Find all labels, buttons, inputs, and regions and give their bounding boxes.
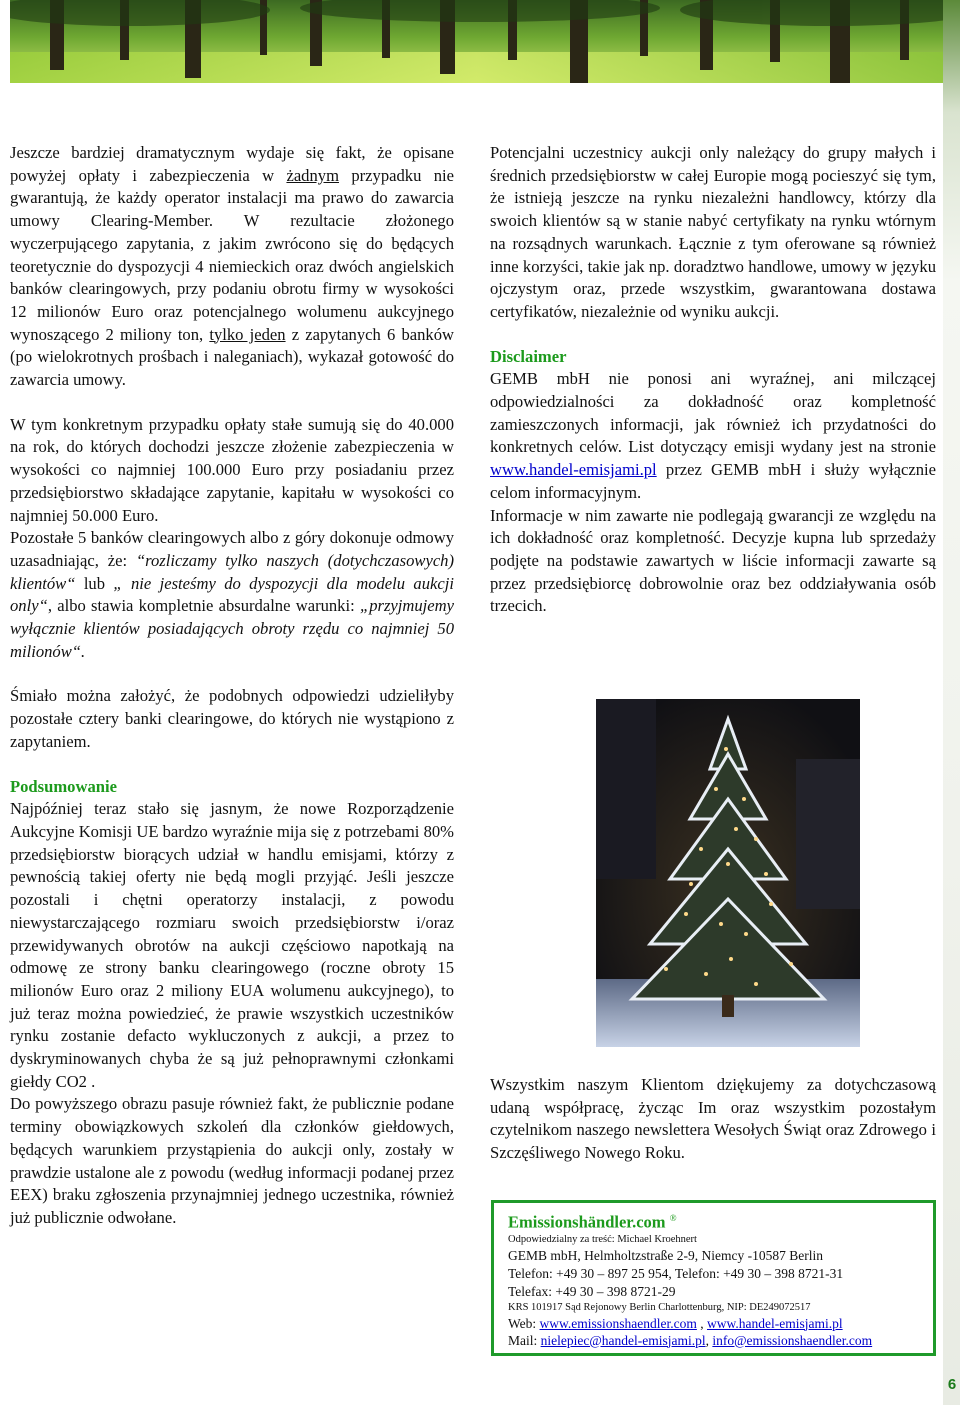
snowy-christmas-tree-photo <box>596 699 860 1047</box>
quote: “rozliczamy tylko naszych (dotychczasowych) klientów“ <box>10 550 455 593</box>
left-column <box>10 142 454 1230</box>
quote: „ nie jesteśmy do dyspozycji dla modelu aukcji only“ <box>10 573 454 616</box>
underlined-text: żadnym <box>286 165 339 185</box>
emissionshaendler-link[interactable]: www.emissionshaendler.com <box>539 1315 697 1331</box>
season-greetings: Wszystkim naszym Klientom dziękujemy za dotychczasową udaną współpracę, życząc Im oraz wszystkim pozostałym czytelnikom naszego newslettera Wesołych Świąt oraz Zdrowego i Szczęśliwego Nowego Roku. <box>490 1075 936 1163</box>
paragraph-fixed-fees: W tym konkretnym przypadku opłaty stałe sumują się do 40.000 na rok, do których dochodzi jeszcze złożenie zabezpieczenia w wysokości co najmniej 100.000 Euro przy posiadaniu przez przedsiębiorstwo składające zapytanie, kapitału w wysokości co najmniej 50.000 Euro. <box>10 414 454 525</box>
forest-banner-image <box>10 0 943 83</box>
contact-box <box>491 1200 936 1356</box>
paragraph-no-guarantee: Informacje w nim zawarte nie podlegają gwarancji ze względu na ich dokładność oraz kompletność. Decyzje kupna lub sprzedaży podjęte na podstawie zawartych w liście informacji zawarte są przez przedsiębiorcę dobrowolnie oraz bez oddziaływania osób trzecich. <box>490 505 936 616</box>
brand-name: Emissionshändler.com ® <box>508 1212 677 1232</box>
phone-numbers: Telefon: +49 30 – 897 25 954, Telefon: +49 30 – 398 8721-31 <box>508 1265 844 1281</box>
quote: „przyjmujemy wyłącznie klientów posiadających obroty rzędu co najmniej 50 milionów“. <box>10 596 454 661</box>
registration-info: KRS 101917 Sąd Rejonowy Berlin Charlottenburg, NIP: DE249072517 <box>508 1301 811 1313</box>
paragraph-disclaimer: GEMB mbH nie ponosi ani wyraźnej, ani milczącej odpowiedzialności za dokładność oraz kompletność zamieszczonych informacji, jak również ich przydatności do konkretnych celów. List dotyczący emisji wydany jest na stronie www.handel-emisjami.pl przez GEMB mbH i służy wyłącznie celom informacyjnym. <box>490 369 936 502</box>
paragraph-assumption: Śmiało można założyć, że podobnych odpowiedzi udzieliłyby pozostałe cztery banki clearingowe, do których nie wystąpiono z zapytaniem. <box>10 686 454 751</box>
responsible-person: Odpowiedzialny za treść: Michael Kroehnert <box>508 1233 697 1245</box>
paragraph-trainings: Do powyższego obrazu pasuje również fakt, że publicznie podane terminy obowiązkowych szkoleń dla członków giełdowych, będących warunkiem przystąpienia do aukcji only, zostały w prawdzie ustalone ale z powodu (według informacji podanej przez EEX) braku zgłoszenia przynajmniej jednego uczestnika, również już publicznie odwołane. <box>10 1094 454 1227</box>
mail-links: Mail: nielepiec@handel-emisjami.pl, info@emissionshaendler.com <box>508 1332 873 1348</box>
paragraph-summary: Najpóźniej teraz stało się jasnym, że nowe Rozporządzenie Aukcyjne Komisji UE bardzo wyraźnie mija się z potrzebami 80% przedsiębiorstw biorących udział w handlu emisjami, którzy z pewnością takiej oferty nie będą mogli przyjąć. Jeśli jeszcze pozostali i chętni operatorzy instalacji, z powodu niewystarczającego rozmiaru swoich przedsiębiorstw i/oraz przewidywanych obrotów na aukcji częściowo napotkają na odmowę ze strony banku clearingowego (roczne obroty 15 milionów Euro oraz 2 miliony EUA wolumenu aukcyjnego), to już teraz można powiedzieć, że prawie wszystkich uczestników rynku zostanie defacto wykluczonych z aukcji, a przez to dyskryminowanych chyba że są już pełnoprawnymi członkami giełdy CO2 . <box>10 799 454 1091</box>
fax-number: Telefax: +49 30 – 398 8721-29 <box>508 1283 676 1299</box>
paragraph-clearing-members: Jeszcze bardziej dramatycznym wydaje się fakt, że opisane powyżej opłaty i zabezpieczenia w żadnym przypadku nie gwarantują, że każdy operator instalacji ma prawo do zawarcia umowy Clearing-Member. W rezultacie złożonego wyczerpującego zapytania, z jakim zwrócono się do będących teoretycznie do dyspozycji 4 niemieckich oraz dwóch angielskich banków clearingowych, przy podaniu obrotu firmy w wysokości 12 milionów Euro oraz potencjalnego wolumenu aukcyjnego wynoszącego 2 miliony ton, tylko jeden z zapytanych 6 banków (po wielokrotnych prośbach i naleganiach), wykazał gotowość do zawarcia umowy. <box>10 143 454 390</box>
disclaimer-heading: Disclaimer <box>490 346 567 366</box>
paragraph-independent-traders: Potencjalni uczestnicy aukcji only należący do grupy małych i średnich przedsiębiorstw w całej Europie mogą pocieszyć się tym, że istnieją jeszcze na rynku niezależni handlowcy, którzy dla swoich klientów są w stanie nabyć certyfikaty na rynku wtórnym na rozsądnych warunkach. Łącznie z tym oferowane są również inne korzyści, takie jak np. doradztwo handlowe, umowy w języku ojczystym oraz, przede wszystkim, gwarantowana dostawa certyfikatów, niezależnie od wyniku aukcji. <box>490 143 936 321</box>
underlined-text: tylko jeden <box>209 324 286 344</box>
side-decoration-strip <box>943 0 960 1405</box>
paragraph-other-banks: Pozostałe 5 banków clearingowych albo z góry dokonuje odmowy uzasadniając, że: “rozliczamy tylko naszych (dotychczasowych) klientów“ lub „ nie jesteśmy do dyspozycji dla modelu aukcji only“, albo stawia kompletnie absurdalne warunki: „przyjmujemy wyłącznie klientów posiadających obroty rzędu co najmniej 50 milionów“. <box>10 528 455 661</box>
handel-emisjami-link[interactable]: www.handel-emisjami.pl <box>490 460 657 480</box>
page-number: 6 <box>947 1376 957 1393</box>
mail-info-link[interactable]: info@emissionshaendler.com <box>712 1332 873 1348</box>
handel-emisjami-web-link[interactable]: www.handel-emisjami.pl <box>707 1315 843 1331</box>
summary-heading: Podsumowanie <box>10 776 117 796</box>
mail-nielepiec-link[interactable]: nielepiec@handel-emisjami.pl <box>540 1332 706 1348</box>
web-links: Web: www.emissionshaendler.com , www.handel-emisjami.pl <box>508 1315 843 1331</box>
right-column <box>490 142 936 618</box>
registered-mark: ® <box>669 1213 677 1223</box>
company-address: GEMB mbH, Helmholtzstraße 2-9, Niemcy -10587 Berlin <box>508 1247 823 1263</box>
